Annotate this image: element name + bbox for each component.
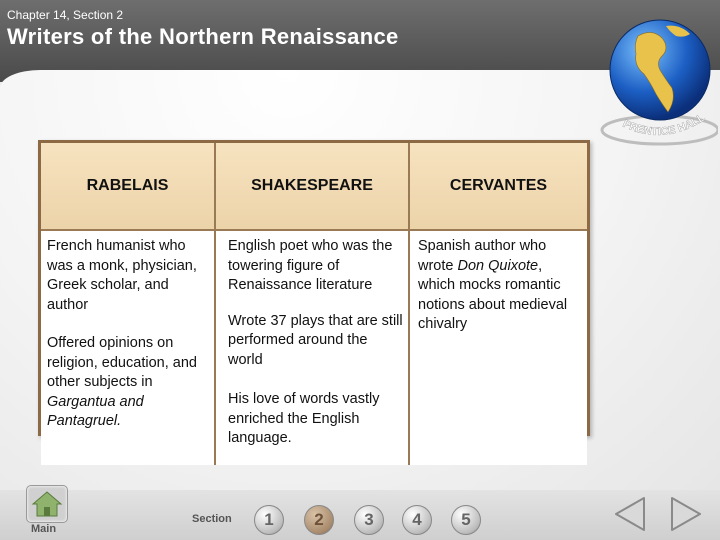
cervantes-book-title: Don Quixote: [457, 257, 539, 274]
globe-icon: [600, 8, 718, 148]
shakespeare-cell: [215, 230, 409, 465]
section-5-button[interactable]: 5: [451, 505, 481, 535]
previous-arrow-icon[interactable]: [610, 494, 650, 534]
rabelais-book-title: Gargantua and Pantagruel.: [47, 393, 144, 429]
section-2-button[interactable]: 2: [304, 505, 334, 535]
section-label: Section: [192, 513, 232, 525]
chapter-label: Chapter 14, Section 2: [7, 8, 124, 22]
shakespeare-legacy: His love of words vastly enriched the English language.: [228, 391, 380, 446]
section-1-button[interactable]: 1: [254, 505, 284, 535]
shakespeare-description: English poet who was the towering figure of Renaissance literature: [228, 238, 393, 293]
publisher-logo-text: PRENTICE HALL: [620, 111, 708, 139]
rabelais-cell: [41, 230, 215, 465]
column-heading-cervantes: CERVANTES: [409, 143, 587, 230]
main-label: Main: [31, 523, 57, 535]
rabelais-works: Offered opinions on religion, education, and other subjects in Gargantua and Pantagruel.: [47, 335, 197, 429]
section-3-button[interactable]: 3: [354, 505, 384, 535]
cervantes-description: Spanish author who wrote Don Quixote, which mocks romantic notions about medieval chivalry: [418, 238, 568, 332]
next-arrow-icon[interactable]: [666, 494, 706, 534]
column-heading-rabelais: RABELAIS: [41, 143, 215, 230]
home-icon: [27, 486, 67, 522]
main-button[interactable]: [26, 485, 68, 523]
rabelais-description: French humanist who was a monk, physician, Greek scholar, and author: [47, 238, 197, 313]
writers-table: [38, 140, 590, 446]
cervantes-cell: [409, 230, 587, 465]
page-title: Writers of the Northern Renaissance: [7, 24, 399, 49]
section-4-button[interactable]: 4: [402, 505, 432, 535]
column-heading-shakespeare: SHAKESPEARE: [215, 143, 409, 230]
shakespeare-plays: Wrote 37 plays that are still performed around the world: [228, 312, 403, 368]
